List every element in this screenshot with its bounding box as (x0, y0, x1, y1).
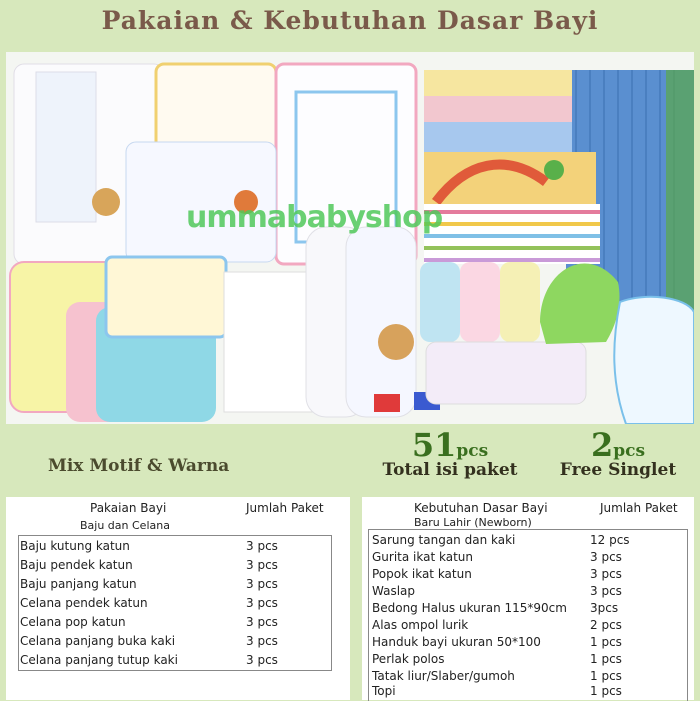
free-caption: Free Singlet (559, 460, 677, 480)
page-title: Pakaian & Kebutuhan Dasar Bayi (101, 6, 599, 35)
total-unit: pcs (456, 441, 489, 461)
hat-green (540, 263, 620, 344)
socks (426, 342, 586, 404)
right-header-item: Kebutuhan Dasar Bayi (414, 501, 548, 515)
row-item: Topi (372, 684, 396, 698)
bib-print (106, 257, 226, 337)
bib-blue (614, 297, 694, 424)
row-item: Tatak liur/Slaber/gumoh (372, 669, 515, 683)
row-qty: 1 pcs (590, 652, 622, 666)
row-item: Celana pendek katun (20, 596, 148, 610)
blanket-blue (424, 122, 572, 154)
blanket-yellow (424, 70, 572, 98)
row-item: Perlak polos (372, 652, 445, 666)
washcloth-stack (224, 272, 314, 412)
left-header-qty: Jumlah Paket (246, 501, 324, 515)
row-item: Baju panjang katun (20, 577, 137, 591)
clothing-table (6, 497, 350, 700)
row-qty: 3 pcs (246, 577, 278, 591)
free-count (548, 426, 688, 480)
row-item: Bedong Halus ukuran 115*90cm (372, 601, 567, 615)
row-qty: 3 pcs (246, 596, 278, 610)
right-header-qty: Jumlah Paket (600, 501, 678, 515)
row-item: Celana panjang buka kaki (20, 634, 176, 648)
blanket-pink (424, 96, 572, 124)
row-qty: 3pcs (590, 601, 619, 615)
watermark: ummababyshop (186, 200, 443, 235)
free-unit: pcs (613, 441, 646, 461)
total-number: 51 (411, 426, 457, 464)
mitten-yellow (500, 262, 540, 342)
row-qty: 3 pcs (246, 653, 278, 667)
row-item: Celana pop katun (20, 615, 126, 629)
product-illustration (6, 52, 694, 424)
row-qty: 3 pcs (590, 567, 622, 581)
row-qty: 3 pcs (590, 584, 622, 598)
row-qty: 1 pcs (590, 669, 622, 683)
row-item: Baju pendek katun (20, 558, 133, 572)
mitten-pink (460, 262, 500, 342)
left-subheader: Baju dan Celana (80, 519, 170, 532)
row-item: Popok ikat katun (372, 567, 472, 581)
mix-label: Mix Motif & Warna (48, 456, 230, 476)
row-item: Handuk bayi ukuran 50*100 (372, 635, 541, 649)
row-qty: 1 pcs (590, 684, 622, 698)
row-qty: 12 pcs (590, 533, 630, 547)
row-item: Alas ompol lurik (372, 618, 469, 632)
free-number: 2 (590, 426, 614, 464)
mitten-blue (420, 262, 460, 342)
row-item: Waslap (372, 584, 416, 598)
row-qty: 3 pcs (246, 634, 278, 648)
row-qty: 1 pcs (590, 635, 622, 649)
long-pants-2 (346, 227, 416, 417)
row-qty: 2 pcs (590, 618, 622, 632)
row-item: Gurita ikat katun (372, 550, 473, 564)
row-qty: 3 pcs (246, 539, 278, 553)
left-header-item: Pakaian Bayi (90, 501, 167, 515)
row-qty: 3 pcs (246, 558, 278, 572)
blanket-print (424, 152, 596, 204)
row-item: Celana panjang tutup kaki (20, 653, 178, 667)
basic-needs-table (362, 497, 694, 700)
row-qty: 3 pcs (590, 550, 622, 564)
right-subheader: Baru Lahir (Newborn) (414, 516, 532, 529)
total-caption: Total isi paket (382, 460, 518, 480)
total-count (370, 426, 530, 480)
row-item: Sarung tangan dan kaki (372, 533, 516, 547)
row-item: Baju kutung katun (20, 539, 130, 553)
product-photo (6, 52, 694, 424)
row-qty: 3 pcs (246, 615, 278, 629)
